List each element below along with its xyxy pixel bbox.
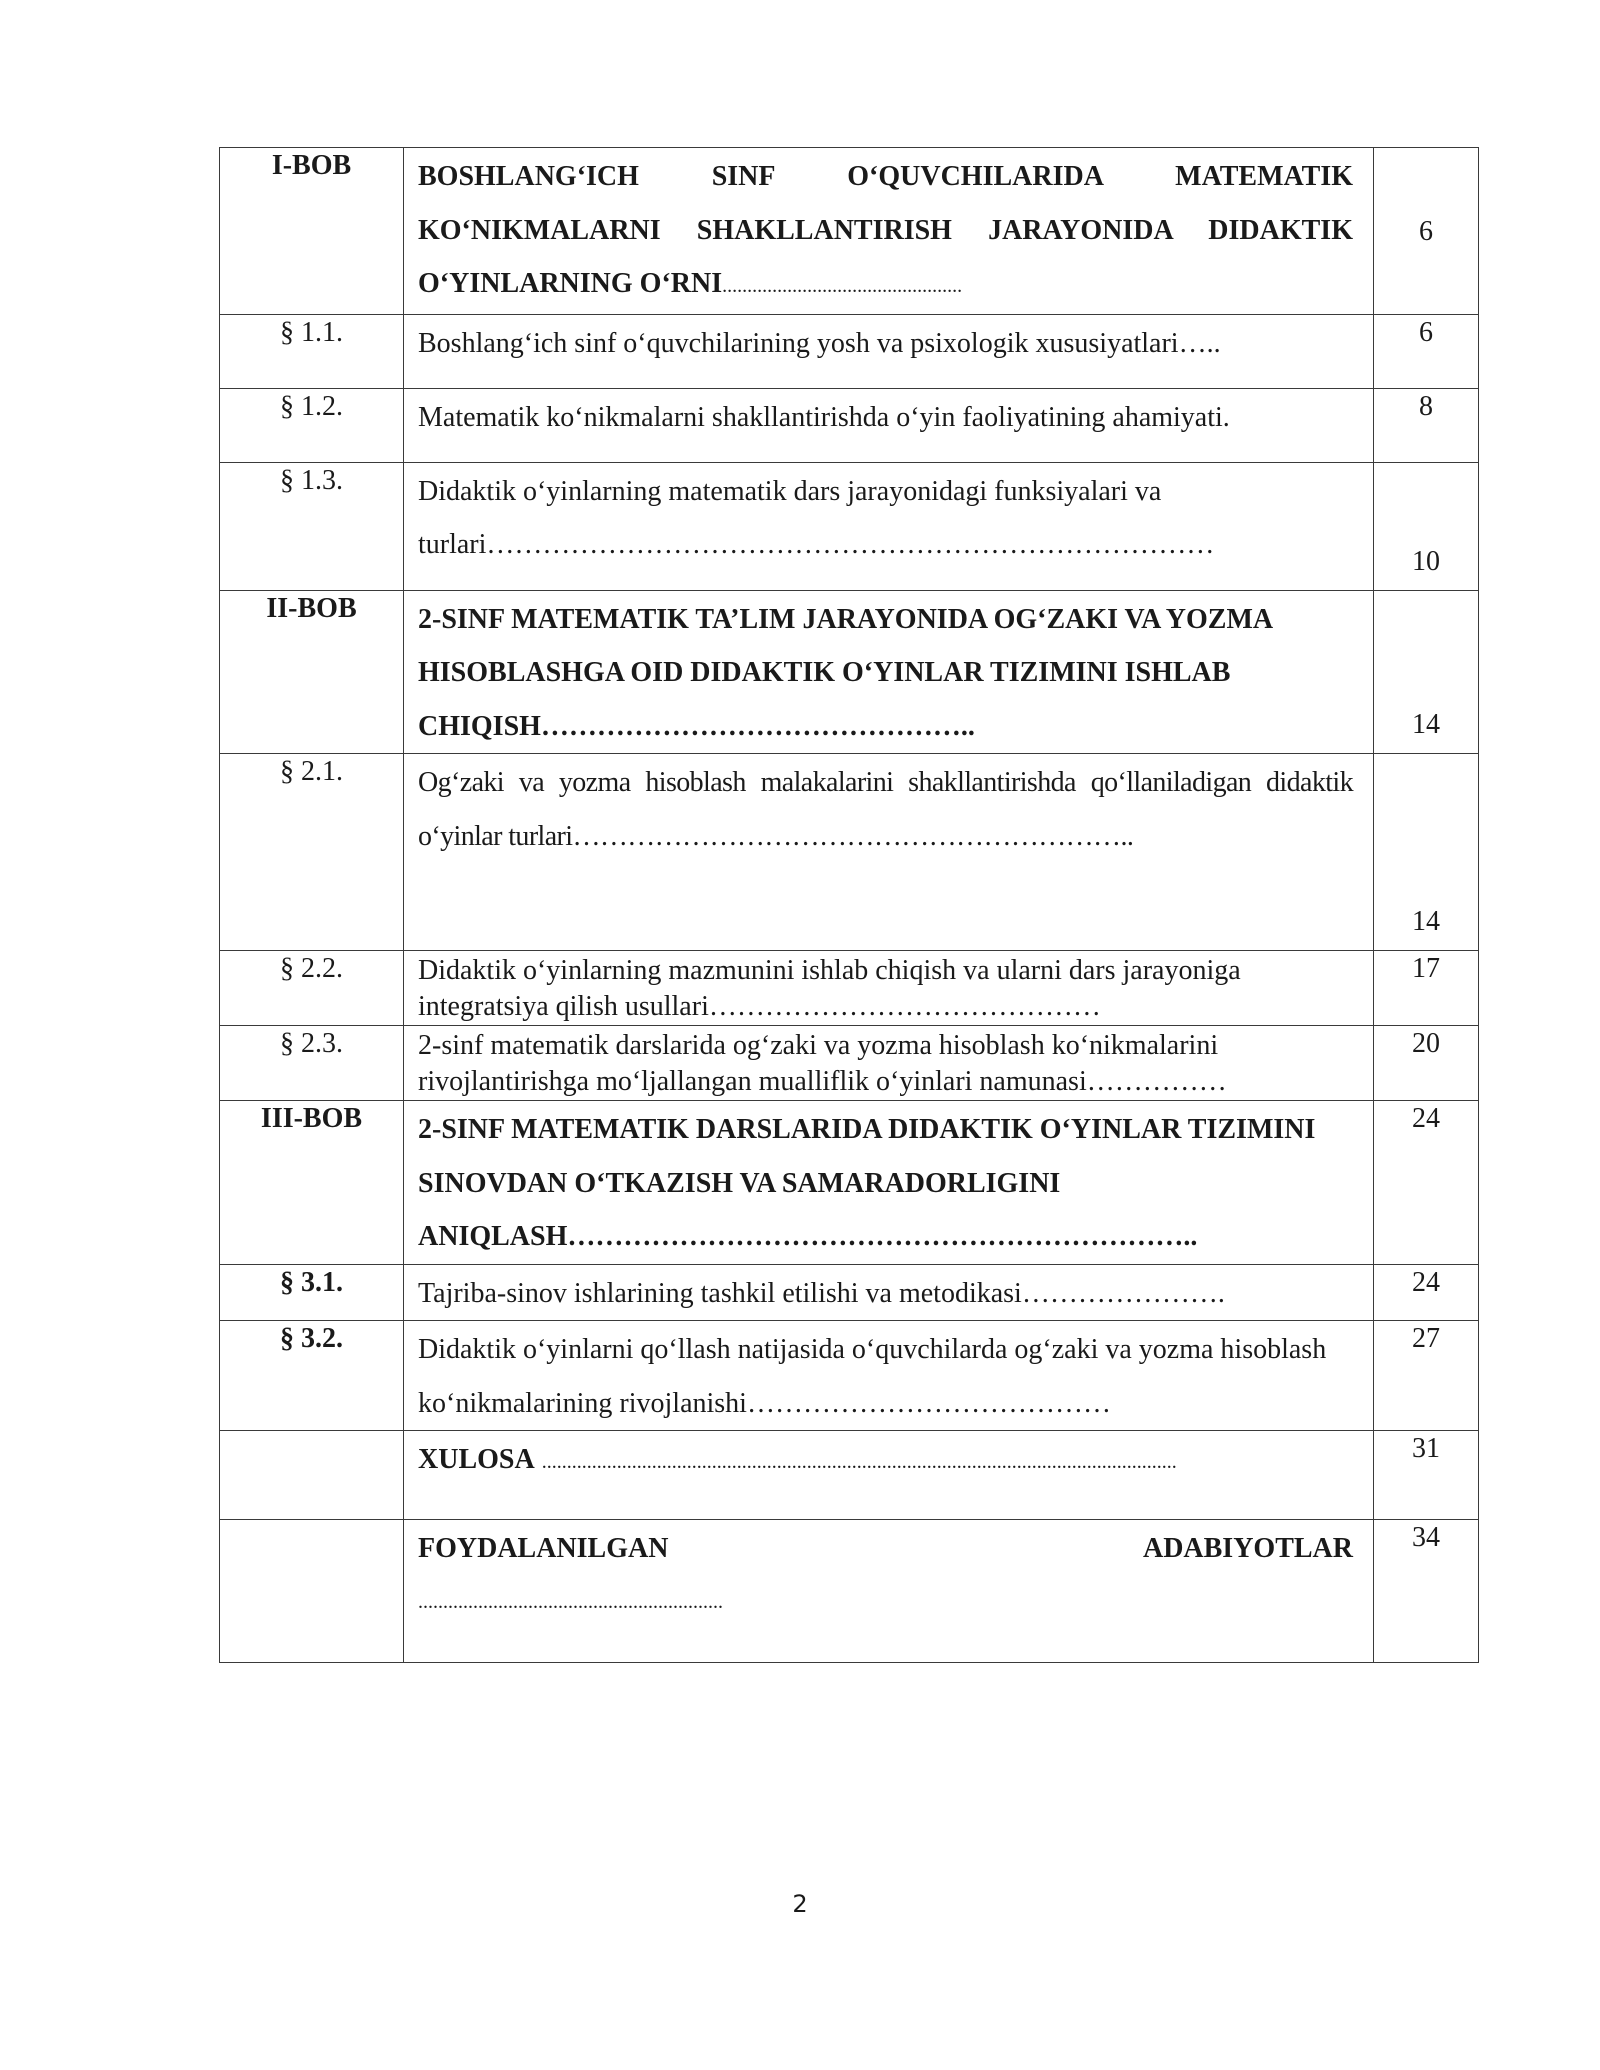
toc-page: 34 bbox=[1374, 1520, 1479, 1663]
toc-number: § 2.3. bbox=[220, 1026, 404, 1101]
toc-number: § 2.2. bbox=[220, 951, 404, 1026]
toc-number: § 3.1. bbox=[220, 1264, 404, 1321]
toc-leader-dots: ............................................................................................................................... bbox=[541, 1451, 1177, 1473]
page-number: 2 bbox=[792, 1890, 808, 1918]
toc-title: 2-sinf matematik darslarida og‘zaki va yozma hisoblash ko‘nikmalarini rivojlantirishga mo‘ljallangan mualliflik o‘yinlari namunasi…………… bbox=[404, 1026, 1374, 1101]
toc-page: 17 bbox=[1374, 951, 1479, 1026]
toc-row-chapter-1 bbox=[220, 148, 1479, 315]
toc-title-right: ADABIYOTLAR bbox=[1142, 1533, 1353, 1564]
toc-leader-dots: ............................................................. bbox=[418, 1590, 723, 1613]
toc-page: 10 bbox=[1374, 462, 1479, 590]
toc-number bbox=[220, 1431, 404, 1520]
toc-row-chapter-3 bbox=[220, 1101, 1479, 1265]
toc-title bbox=[404, 148, 1374, 315]
toc-page: 31 bbox=[1374, 1431, 1479, 1520]
toc-title: Didaktik o‘yinlarni qo‘llash natijasida o‘quvchilarda og‘zaki va yozma hisoblash ko‘nikmalarining rivojlanishi………………………………… bbox=[404, 1321, 1374, 1431]
toc-title: Boshlang‘ich sinf o‘quvchilarining yosh va psixologik xususiyatlari….. bbox=[404, 314, 1374, 388]
toc-page: 27 bbox=[1374, 1321, 1479, 1431]
toc-leader-dots: ................................................ bbox=[722, 275, 963, 297]
toc-title: 2-SINF MATEMATIK DARSLARIDA DIDAKTIK O‘YINLAR TIZIMINI SINOVDAN O‘TKAZISH VA SAMARADORLIGINI ANIQLASH………………………………………………………….. bbox=[404, 1101, 1374, 1265]
toc-page: 14 bbox=[1374, 590, 1479, 754]
toc-number: § 3.2. bbox=[220, 1321, 404, 1431]
toc-page: 20 bbox=[1374, 1026, 1479, 1101]
toc-title-line bbox=[418, 1522, 1353, 1576]
toc-title-text: XULOSA bbox=[418, 1444, 535, 1475]
toc-page: 24 bbox=[1374, 1264, 1479, 1321]
toc-row-section-1-2 bbox=[220, 388, 1479, 462]
toc-number: II-BOB bbox=[220, 590, 404, 754]
toc-number: § 1.2. bbox=[220, 388, 404, 462]
toc-row-chapter-2 bbox=[220, 590, 1479, 754]
toc-page: 6 bbox=[1374, 314, 1479, 388]
toc-number: III-BOB bbox=[220, 1101, 404, 1265]
toc-title: Tajriba-sinov ishlarining tashkil etilishi va metodikasi…………………. bbox=[404, 1264, 1374, 1321]
toc-row-section-2-3 bbox=[220, 1026, 1479, 1101]
toc-title-text: BOSHLANG‘ICH SINF O‘QUVCHILARIDA MATEMATIK KO‘NIKMALARNI SHAKLLANTIRISH JARAYONIDA DIDAKTIK O‘YINLARNING O‘RNI bbox=[418, 161, 1353, 299]
toc-number: § 1.1. bbox=[220, 314, 404, 388]
toc-title: 2-SINF MATEMATIK TA’LIM JARAYONIDA OG‘ZAKI VA YOZMA HISOBLASHGA OID DIDAKTIK O‘YINLAR TIZIMINI ISHLAB CHIQISH……………………………………….. bbox=[404, 590, 1374, 754]
toc-page: 6 bbox=[1374, 148, 1479, 315]
table-of-contents bbox=[219, 147, 1479, 1663]
toc-row-conclusion bbox=[220, 1431, 1479, 1520]
toc-page: 24 bbox=[1374, 1101, 1479, 1265]
toc-row-section-1-3 bbox=[220, 462, 1479, 590]
toc-title: Didaktik o‘yinlarning matematik dars jarayonidagi funksiyalari va turlari…………………………………………………………………… bbox=[404, 462, 1374, 590]
toc-number: § 2.1. bbox=[220, 754, 404, 951]
toc-page: 14 bbox=[1374, 754, 1479, 951]
toc-row-section-1-1 bbox=[220, 314, 1479, 388]
toc-row-section-2-1 bbox=[220, 754, 1479, 951]
toc-number bbox=[220, 1520, 404, 1663]
toc-title-left: FOYDALANILGAN bbox=[418, 1533, 669, 1564]
toc-title: Og‘zaki va yozma hisoblash malakalarini shakllantirishda qo‘llaniladigan didaktik o‘yinlar turlari…………………………………………………….. bbox=[404, 754, 1374, 951]
toc-title bbox=[404, 1520, 1374, 1663]
toc-title bbox=[404, 1431, 1374, 1520]
toc-title: Didaktik o‘yinlarning mazmunini ishlab chiqish va ularni dars jarayoniga integratsiya qilish usullari…………………………………… bbox=[404, 951, 1374, 1026]
toc-number: I-BOB bbox=[220, 148, 404, 315]
toc-row-section-3-1 bbox=[220, 1264, 1479, 1321]
toc-row-references bbox=[220, 1520, 1479, 1663]
toc-title: Matematik ko‘nikmalarni shakllantirishda o‘yin faoliyatining ahamiyati. bbox=[404, 388, 1374, 462]
toc-number: § 1.3. bbox=[220, 462, 404, 590]
toc-row-section-2-2 bbox=[220, 951, 1479, 1026]
toc-row-section-3-2 bbox=[220, 1321, 1479, 1431]
toc-page: 8 bbox=[1374, 388, 1479, 462]
